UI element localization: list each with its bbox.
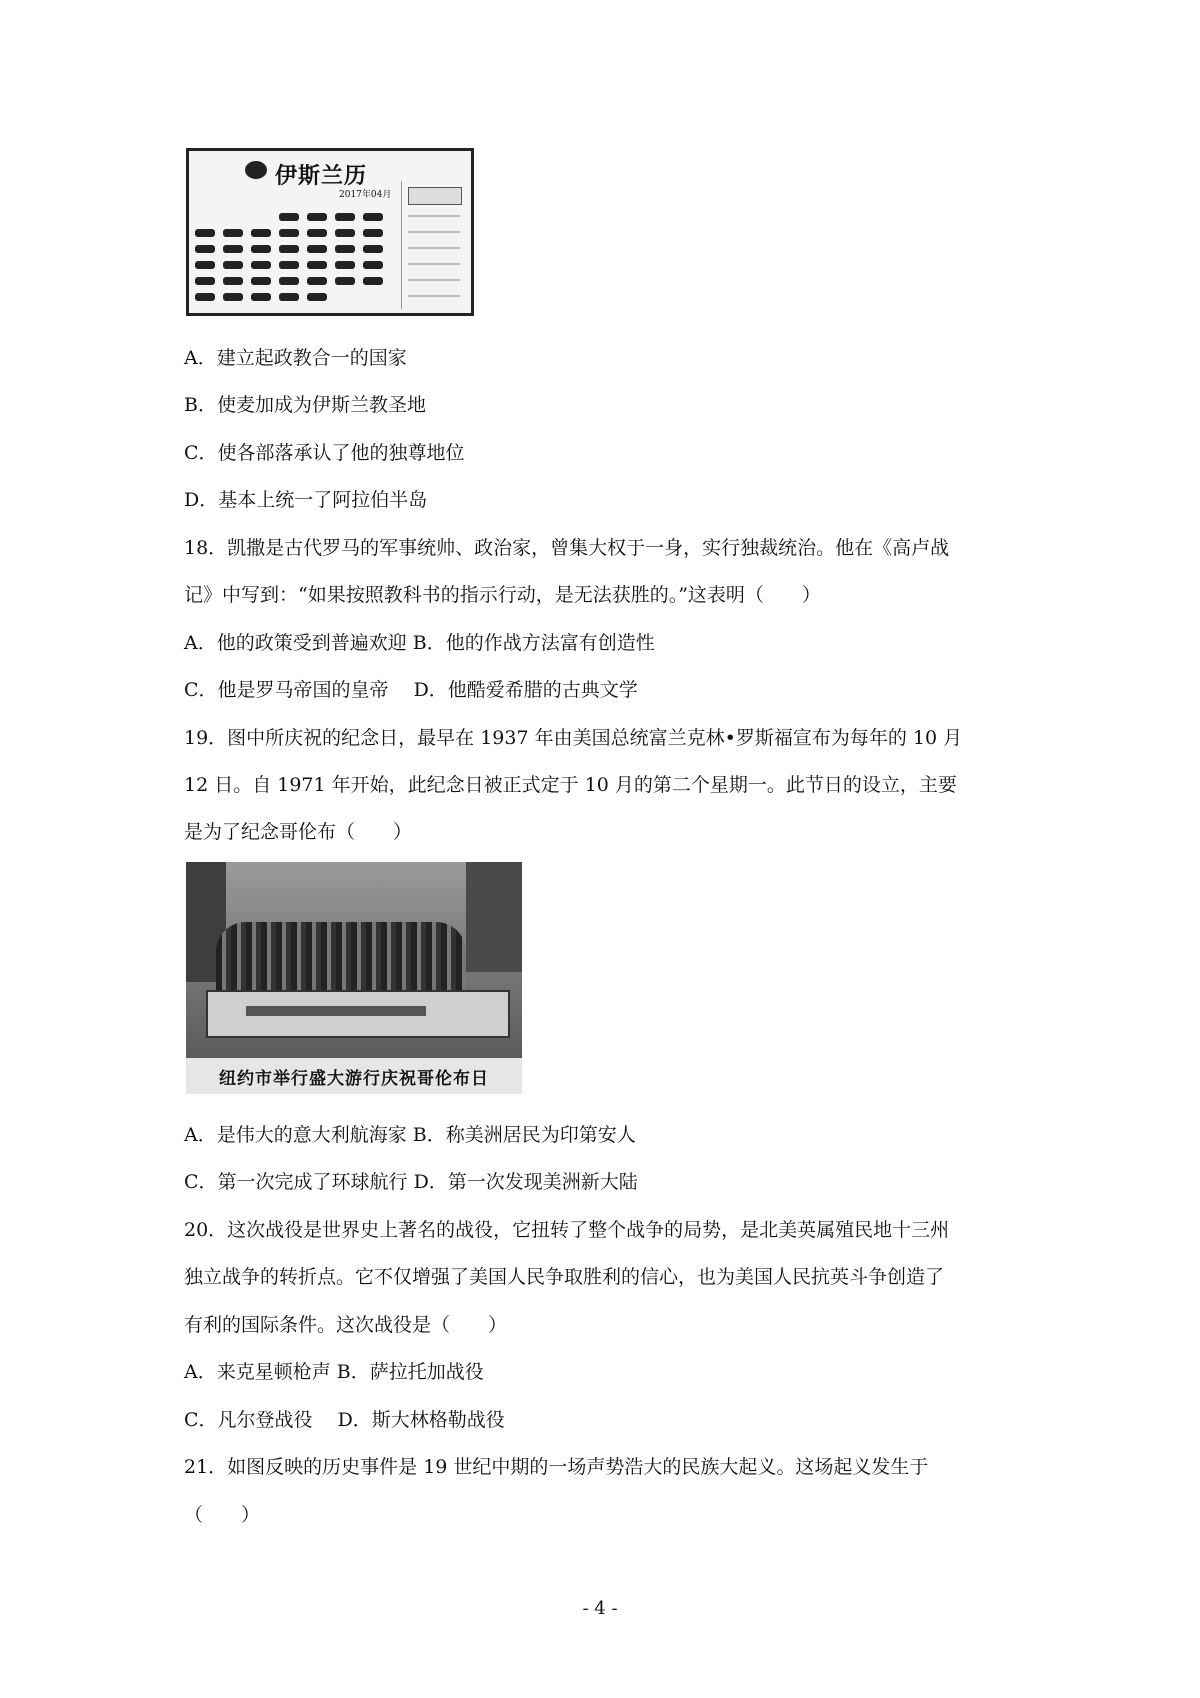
question-19-line-2: 12 日。自 1971 年开始，此纪念日被正式定于 10 月的第二个星期一。此节日的设立，主要 xyxy=(184,774,957,796)
calendar-day-cell xyxy=(223,261,243,269)
question-20-line-2: 独立战争的转折点。它不仅增强了美国人民争取胜利的信心，也为美国人民抗英斗争创造了 xyxy=(184,1266,945,1288)
calendar-day-cell xyxy=(307,293,327,301)
option-c-q17: C．使各部落承认了他的独尊地位 xyxy=(184,442,465,464)
calendar-day-cell xyxy=(251,277,271,285)
option-a-q17: A．建立起政教合一的国家 xyxy=(184,347,407,369)
photo-caption: 纽约市举行盛大游行庆祝哥伦布日 xyxy=(219,1069,489,1089)
columbus-day-parade-photo xyxy=(186,862,522,1094)
calendar-day-cell xyxy=(335,229,355,237)
options-ab-q19: A．是伟大的意大利航海家 B．称美洲居民为印第安人 xyxy=(184,1124,636,1146)
calendar-day-cell xyxy=(307,213,327,221)
calendar-day-cell xyxy=(307,245,327,253)
page-number: - 4 - xyxy=(582,1598,618,1619)
options-ab-q18: A．他的政策受到普遍欢迎 B．他的作战方法富有创造性 xyxy=(184,632,655,654)
calendar-day-cell xyxy=(363,261,383,269)
calendar-side-panel xyxy=(401,181,468,309)
calendar-day-cell xyxy=(251,229,271,237)
calendar-day-cell xyxy=(363,277,383,285)
options-cd-q20: C．凡尔登战役 D．斯大林格勒战役 xyxy=(184,1409,505,1431)
question-21-line-1: 21．如图反映的历史事件是 19 世纪中期的一场声势浩大的民族大起义。这场起义发生于 xyxy=(184,1456,929,1478)
calendar-day-cell xyxy=(251,245,271,253)
calendar-day-cell xyxy=(335,245,355,253)
islamic-calendar-image xyxy=(186,148,474,316)
crescent-logo-icon xyxy=(245,161,267,179)
calendar-day-cell xyxy=(279,277,299,285)
calendar-day-cell xyxy=(279,229,299,237)
question-18-line-2: 记》中写到：“如果按照教科书的指示行动，是无法获胜的。”这表明（ ） xyxy=(184,584,821,606)
question-19-line-1: 19．图中所庆祝的纪念日，最早在 1937 年由美国总统富兰克林•罗斯福宣布为每年的 10 月 xyxy=(184,727,963,749)
options-cd-q18: C．他是罗马帝国的皇帝 D．他酷爱希腊的古典文学 xyxy=(184,679,638,701)
options-cd-q19: C．第一次完成了环球航行 D．第一次发现美洲新大陆 xyxy=(184,1171,638,1193)
calendar-day-cell xyxy=(363,213,383,221)
calendar-day-cell xyxy=(223,245,243,253)
option-d-q17: D．基本上统一了阿拉伯半岛 xyxy=(184,489,428,511)
calendar-day-cell xyxy=(195,277,215,285)
calendar-day-cell xyxy=(195,229,215,237)
calendar-day-cell xyxy=(195,293,215,301)
calendar-date: 2017年04月 xyxy=(339,190,392,200)
question-20-line-1: 20．这次战役是世界史上著名的战役，它扭转了整个战争的局势，是北美英属殖民地十三州 xyxy=(184,1219,950,1241)
calendar-day-cell xyxy=(335,213,355,221)
calendar-day-cell xyxy=(251,261,271,269)
question-18-line-1: 18．凯撒是古代罗马的军事统帅、政治家，曾集大权于一身，实行独裁统治。他在《高卢战 xyxy=(184,537,950,559)
question-19-line-3: 是为了纪念哥伦布（ ） xyxy=(184,821,413,843)
calendar-day-cell xyxy=(307,277,327,285)
parade-crowd xyxy=(216,922,466,992)
calendar-day-cell xyxy=(223,277,243,285)
calendar-day-cell xyxy=(307,229,327,237)
option-b-q17: B．使麦加成为伊斯兰教圣地 xyxy=(184,394,426,416)
calendar-day-cell xyxy=(279,293,299,301)
calendar-title: 伊斯兰历 xyxy=(275,163,368,189)
calendar-day-cell xyxy=(335,261,355,269)
calendar-day-cell xyxy=(223,293,243,301)
calendar-day-cell xyxy=(279,213,299,221)
question-20-line-3: 有利的国际条件。这次战役是（ ） xyxy=(184,1314,508,1336)
calendar-day-cell xyxy=(251,293,271,301)
calendar-day-cell xyxy=(335,277,355,285)
calendar-day-cell xyxy=(279,245,299,253)
calendar-day-cell xyxy=(307,261,327,269)
options-ab-q20: A．来克星顿枪声 B．萨拉托加战役 xyxy=(184,1361,484,1383)
question-21-line-2: （ ） xyxy=(184,1504,261,1526)
calendar-day-cell xyxy=(363,245,383,253)
calendar-day-cell xyxy=(363,229,383,237)
calendar-day-cell xyxy=(279,261,299,269)
calendar-day-cell xyxy=(223,229,243,237)
calendar-day-cell xyxy=(195,245,215,253)
calendar-day-cell xyxy=(195,261,215,269)
